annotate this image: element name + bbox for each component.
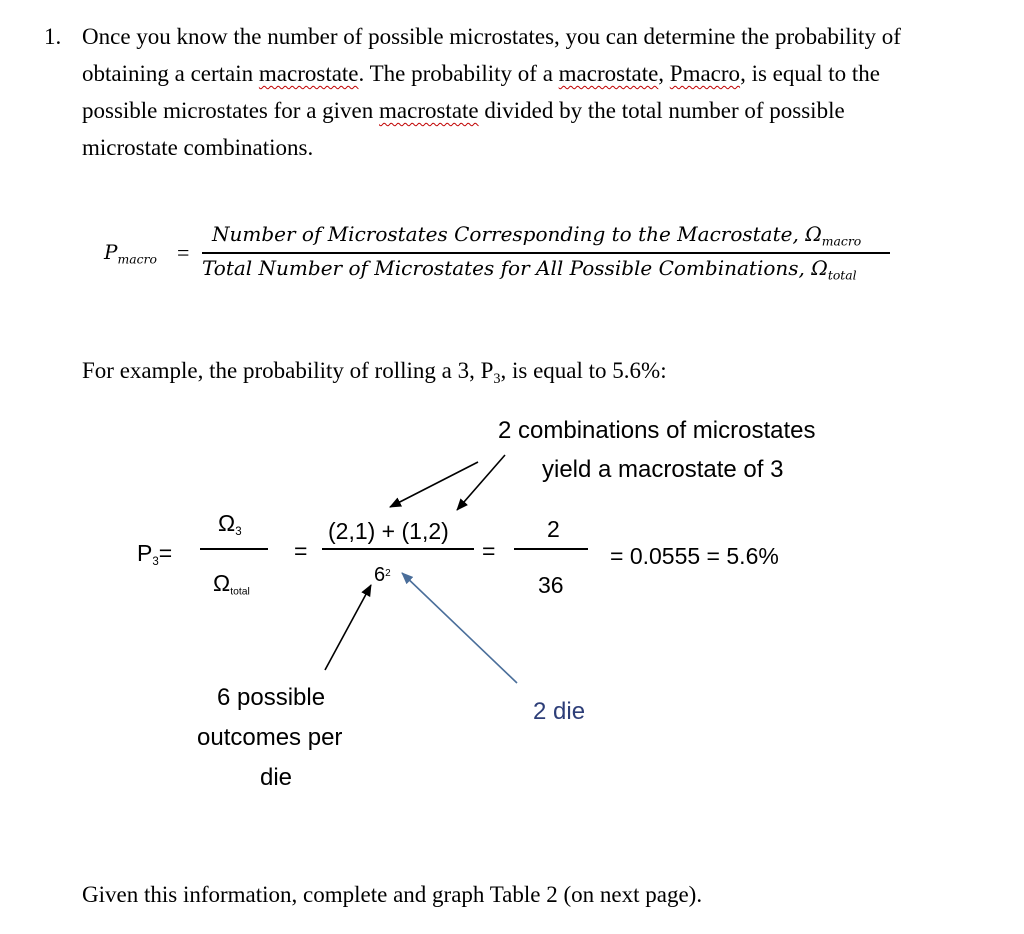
line3-seg: divided by the total number of possible [478,98,845,123]
calc-denominator-2: 36 [538,572,564,598]
omega-symbol: Ω [213,570,231,596]
calc-equals-1: = [294,538,308,564]
example-intro-sub: 3 [493,370,501,387]
footer-instruction: Given this information, complete and graph Table 2 (on next page). [82,882,703,907]
line2-seg: . The probability of a [358,61,559,86]
formula-numerator-text: Number of Microstates Corresponding to the Macrostate, Ω [212,222,822,246]
formula-lhs-sub: macro [117,251,157,267]
line1-text: Once you know the number of possible microstates, you can determine the probability of [82,24,901,49]
line3-macrostate: macrostate [379,98,479,123]
annotation-combinations-line2: yield a macrostate of 3 [542,456,784,483]
calc-p: P [137,540,153,566]
formula-denominator-text: Total Number of Microstates for All Possible Combinations, Ω [202,256,828,280]
line4-text: microstate combinations. [82,135,314,160]
annotation-combinations-line1: 2 combinations of microstates [498,417,816,444]
arrow-to-combo-right [457,455,505,510]
omega-den-sub: total [230,586,250,598]
formula-equals: = [177,240,190,265]
arrow-to-six [325,585,371,670]
omega-symbol: Ω [218,510,236,536]
omega-num-sub: 3 [235,526,242,539]
formula-numerator-sub: macro [821,233,862,249]
example-intro-text: For example, the probability of rolling a 3, P [82,358,494,383]
annotation-outcomes-line3: die [260,764,293,791]
calc-numerator-2: 2 [547,516,560,542]
calc-p-eq: = [158,540,173,566]
line2-seg: , [658,61,670,86]
arrow-to-exponent [402,573,517,683]
line2-pmacro: Pmacro [669,61,741,86]
question-number: 1. [44,24,62,49]
calc-six: 6 [374,564,386,586]
annotation-outcomes-line1: 6 possible [217,684,326,711]
line2-macrostate: macrostate [258,61,359,86]
formula-lhs-p: P [104,240,118,264]
calc-six-exp: 2 [385,568,391,579]
line3-seg: possible microstates for a given [82,98,380,123]
calc-equals-2: = [482,538,496,564]
formula-denominator-sub: total [827,267,857,283]
calc-result: = 0.0555 = 5.6% [610,543,779,569]
line2-seg: , is equal to the [740,61,880,86]
line2-macrostate: macrostate [558,61,659,86]
line2-seg: obtaining a certain [82,61,259,86]
example-intro-tail: , is equal to 5.6%: [500,358,667,383]
annotation-outcomes-line2: outcomes per [197,724,343,751]
annotation-die-label: 2 die [533,698,586,725]
calc-p-sub: 3 [152,556,159,569]
calc-combo: (2,1) + (1,2) [328,518,449,544]
